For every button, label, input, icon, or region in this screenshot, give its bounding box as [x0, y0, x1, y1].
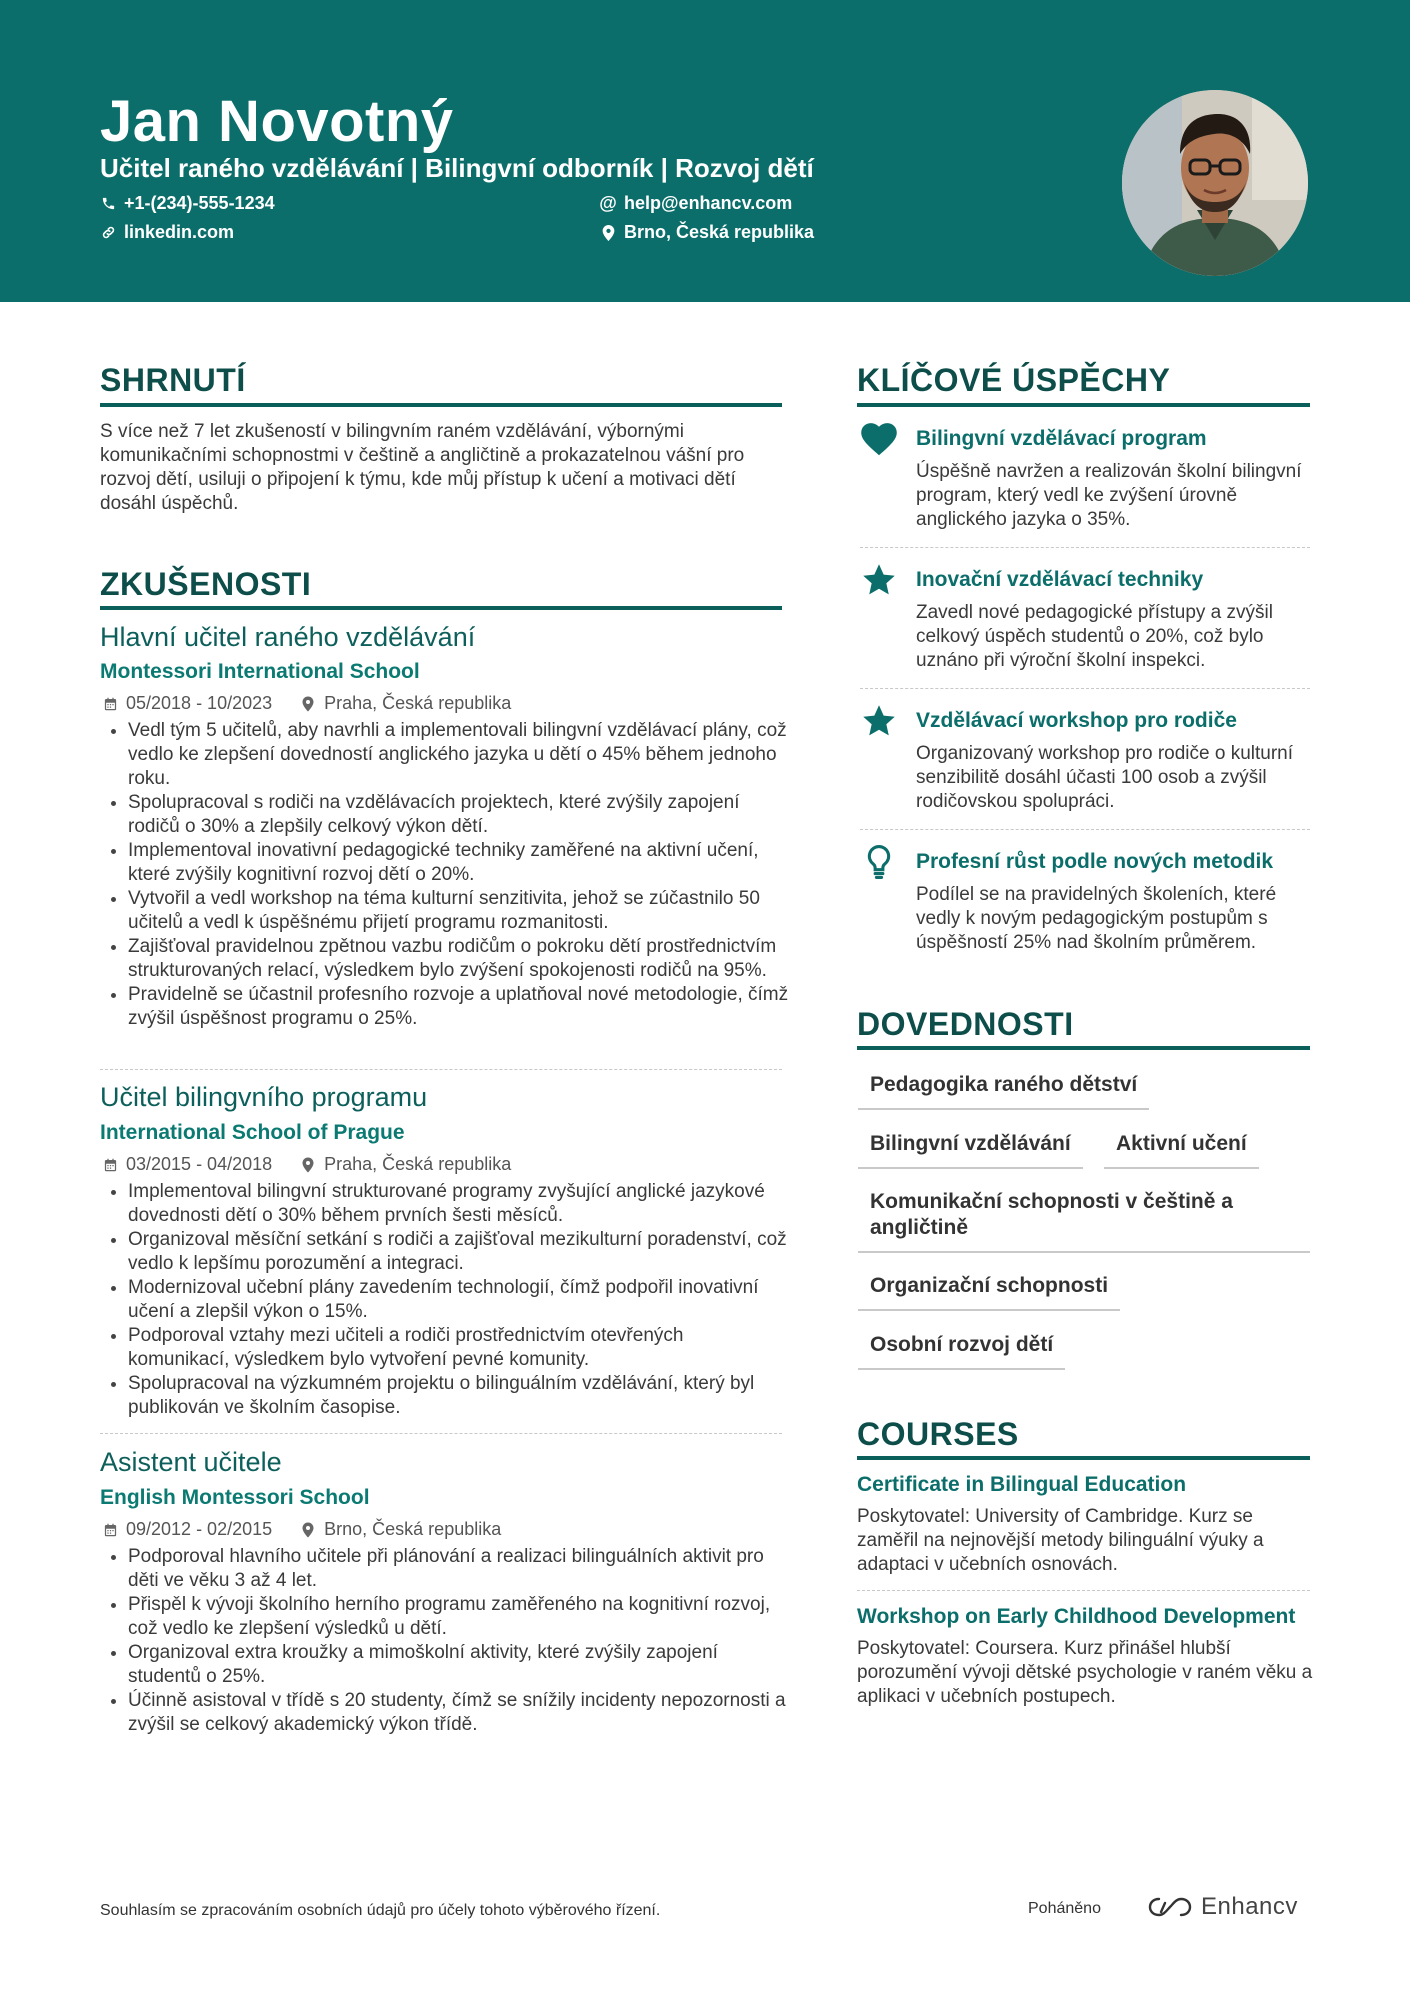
profile-photo [1122, 90, 1308, 276]
course-title: Workshop on Early Childhood Development [857, 1605, 1296, 1628]
achievements-heading: KLÍČOVÉ ÚSPĚCHY [857, 362, 1171, 398]
location-pin-icon [300, 1522, 316, 1538]
course-separator [857, 1590, 1310, 1591]
calendar-icon [102, 1522, 118, 1538]
bullet-item: Spolupracoval na výzkumném projektu o bilinguálním vzdělávání, který byl publikován ve školním časopise. [100, 1372, 790, 1420]
email-contact[interactable] [600, 193, 792, 214]
summary-heading: SHRNUTÍ [100, 362, 246, 398]
achievement-separator [860, 547, 1310, 548]
linkedin-text: linkedin.com [124, 222, 235, 242]
bullet-item: Implementoval bilingvní strukturované programy zvyšující anglické jazykové dovednosti dětí o 30% během prvních šesti měsíců. [100, 1180, 790, 1228]
job-dates: 03/2015 - 04/2018 [126, 1154, 273, 1174]
bullet-item: Přispěl k vývoji školního herního programu zaměřeného na kognitivní rozvoj, což vedlo ke zlepšení výsledků u dětí. [100, 1593, 790, 1641]
experience-heading: ZKUŠENOSTI [100, 566, 312, 602]
achievement-title: Bilingvní vzdělávací program [916, 427, 1207, 450]
location-text: Brno, Česká republika [624, 222, 815, 242]
company-name: International School of Prague [100, 1121, 405, 1144]
job-meta [102, 1519, 501, 1540]
skills-divider [857, 1046, 1310, 1050]
star-icon [860, 702, 898, 740]
bullet-item: Vytvořil a vedl workshop na téma kulturní senzitivita, jehož se zúčastnilo 50 učitelů a vedl k úspěšnému přijetí programu rozmanitosti. [100, 887, 790, 935]
achievement-title: Vzdělávací workshop pro rodiče [916, 709, 1237, 732]
company-name: Montessori International School [100, 660, 420, 683]
candidate-name: Jan Novotný [100, 89, 454, 154]
job-separator [100, 1433, 782, 1434]
job-dates: 09/2012 - 02/2015 [126, 1519, 273, 1539]
consent-note: Souhlasím se zpracováním osobních údajů pro účely tohoto výběrového řízení. [100, 1902, 661, 1919]
bullet-item: Vedl tým 5 učitelů, aby navrhli a implementovali bilingvní vzdělávací plány, což vedlo ke zlepšení dovedností anglického jazyka u dětí o 45% během jednoho roku. [100, 719, 790, 791]
achievement-separator [860, 829, 1310, 830]
course-text: Poskytovatel: Coursera. Kurz přinášel hlubší porozumění vývoji dětské psychologie v raném věku a aplikaci v učebních postupech. [857, 1638, 1313, 1707]
achievement-text: Úspěšně navržen a realizován školní bilingvní program, který vedl ke zvýšení úrovně anglického jazyka o 35%. [916, 461, 1302, 530]
email-text: help@enhancv.com [624, 193, 793, 213]
location-pin-icon [300, 696, 316, 712]
bullet-item: Zajišťoval pravidelnou zpětnou vazbu rodičům o pokroku dětí prostřednictvím strukturovaných relací, výsledkem bylo zvýšení spokojenosti rodičů na 95%. [100, 935, 790, 983]
achievement-text: Organizovaný workshop pro rodiče o kulturní senzibilitě dosáhl účasti 100 osob a zvýšil rodičovskou spolupráci. [916, 743, 1294, 812]
job-separator [100, 1069, 782, 1070]
course-title: Certificate in Bilingual Education [857, 1473, 1187, 1496]
bullet-item: Pravidelně se účastnil profesního rozvoje a uplatňoval nové metodologie, čímž zvýšil úspěšnost programu o 25%. [100, 983, 790, 1031]
job-meta [102, 1154, 511, 1175]
company-name: English Montessori School [100, 1486, 370, 1509]
phone-contact[interactable] [100, 193, 275, 214]
achievements-divider [857, 403, 1310, 407]
experience-divider [100, 606, 782, 610]
achievement-text: Podílel se na pravidelných školeních, které vedly k novým pedagogickým postupům s úspěšností 25% nad školním průměrem. [916, 884, 1277, 953]
courses-heading: COURSES [857, 1416, 1019, 1452]
bullet-item: Organizoval měsíční setkání s rodiči a zajišťoval mezikulturní poradenství, což vedlo k lepšímu porozumění a integraci. [100, 1228, 790, 1276]
achievement-title: Profesní růst podle nových metodik [916, 850, 1274, 873]
achievement-text: Zavedl nové pedagogické přístupy a zvýšil celkový úspěch studentů o 20%, což bylo uznáno při výroční školní inspekci. [916, 602, 1273, 671]
brand-name: Enhancv [1201, 1893, 1298, 1920]
skill-tag: Pedagogika raného dětství [858, 1072, 1149, 1110]
at-icon: @ [599, 193, 617, 213]
skill-tag: Komunikační schopnosti v češtině a angličtině [858, 1189, 1310, 1253]
job-meta [102, 693, 511, 714]
bullet-item: Účinně asistoval v třídě s 20 studenty, čímž se snížily incidenty nepozornosti a zvýšil se celkový akademický výkon třídě. [100, 1689, 790, 1737]
job-dates: 05/2018 - 10/2023 [126, 693, 273, 713]
job-title: Asistent učitele [100, 1447, 282, 1477]
bullet-item: Spolupracoval s rodiči na vzdělávacích projektech, které zvýšily zapojení rodičů o 30% a zlepšily celkový výkon dětí. [100, 791, 790, 839]
calendar-icon [102, 696, 118, 712]
linkedin-contact[interactable] [100, 222, 234, 243]
headline: Učitel raného vzdělávání | Bilingvní odborník | Rozvoj dětí [100, 153, 814, 183]
location-pin-icon [300, 1157, 316, 1173]
skill-tag: Organizační schopnosti [858, 1273, 1120, 1311]
calendar-icon [102, 1157, 118, 1173]
bullet-item: Podporoval vztahy mezi učiteli a rodiči prostřednictvím otevřených komunikací, výsledkem bylo vytvoření pevné komunity. [100, 1324, 790, 1372]
skill-tag: Bilingvní vzdělávání [858, 1131, 1083, 1169]
enhancv-logo[interactable] [1147, 1893, 1298, 1921]
course-text: Poskytovatel: University of Cambridge. Kurz se zaměřil na nejnovější metody bilinguální výuky a adaptaci v učebních osnovách. [857, 1506, 1264, 1575]
job-title: Hlavní učitel raného vzdělávání [100, 622, 476, 652]
summary-divider [100, 403, 782, 407]
phone-icon [100, 196, 116, 212]
header-banner [0, 0, 1410, 302]
location-pin-icon [600, 225, 616, 241]
job-location: Praha, Česká republika [324, 1154, 512, 1174]
achievement-title: Inovační vzdělávací techniky [916, 568, 1204, 591]
bullet-item: Implementoval inovativní pedagogické techniky zaměřené na aktivní učení, které zvýšily kognitivní rozvoj dětí o 20%. [100, 839, 790, 887]
job-bullets [100, 1545, 790, 1737]
skill-tag: Aktivní učení [1104, 1131, 1259, 1169]
job-bullets [100, 1180, 790, 1420]
skill-tag: Osobní rozvoj dětí [858, 1332, 1065, 1370]
powered-by-label: Poháněno [1028, 1900, 1101, 1917]
job-location: Brno, Česká republika [324, 1519, 502, 1539]
bullet-item: Organizoval extra kroužky a mimoškolní aktivity, které zvýšily zapojení studentů o 25%. [100, 1641, 790, 1689]
location-contact [600, 222, 814, 243]
achievement-separator [860, 688, 1310, 689]
infinity-logo-icon [1147, 1894, 1193, 1920]
bullet-item: Modernizoval učební plány zavedením technologií, čímž podpořil inovativní učení a zlepšil výkon o 15%. [100, 1276, 790, 1324]
skills-heading: DOVEDNOSTI [857, 1006, 1074, 1042]
lightbulb-icon [860, 843, 898, 881]
phone-text: +1-(234)-555-1234 [124, 193, 275, 213]
job-bullets [100, 719, 790, 1031]
job-location: Praha, Česká republika [324, 693, 512, 713]
link-icon [100, 225, 116, 241]
heart-icon [860, 420, 898, 458]
courses-divider [857, 1456, 1310, 1460]
star-icon [860, 561, 898, 599]
summary-text: S více než 7 let zkušeností v bilingvním raném vzdělávání, výbornými komunikačními schopnostmi v češtině a angličtině a prokazatelnou vášní pro rozvoj dětí, usiluji o připojení k týmu, kde můj přístup k učení a motivaci dětí dosáhl úspěchů. [100, 421, 745, 514]
job-title: Učitel bilingvního programu [100, 1082, 428, 1112]
bullet-item: Podporoval hlavního učitele při plánování a realizaci bilinguálních aktivit pro děti ve věku 3 až 4 let. [100, 1545, 790, 1593]
